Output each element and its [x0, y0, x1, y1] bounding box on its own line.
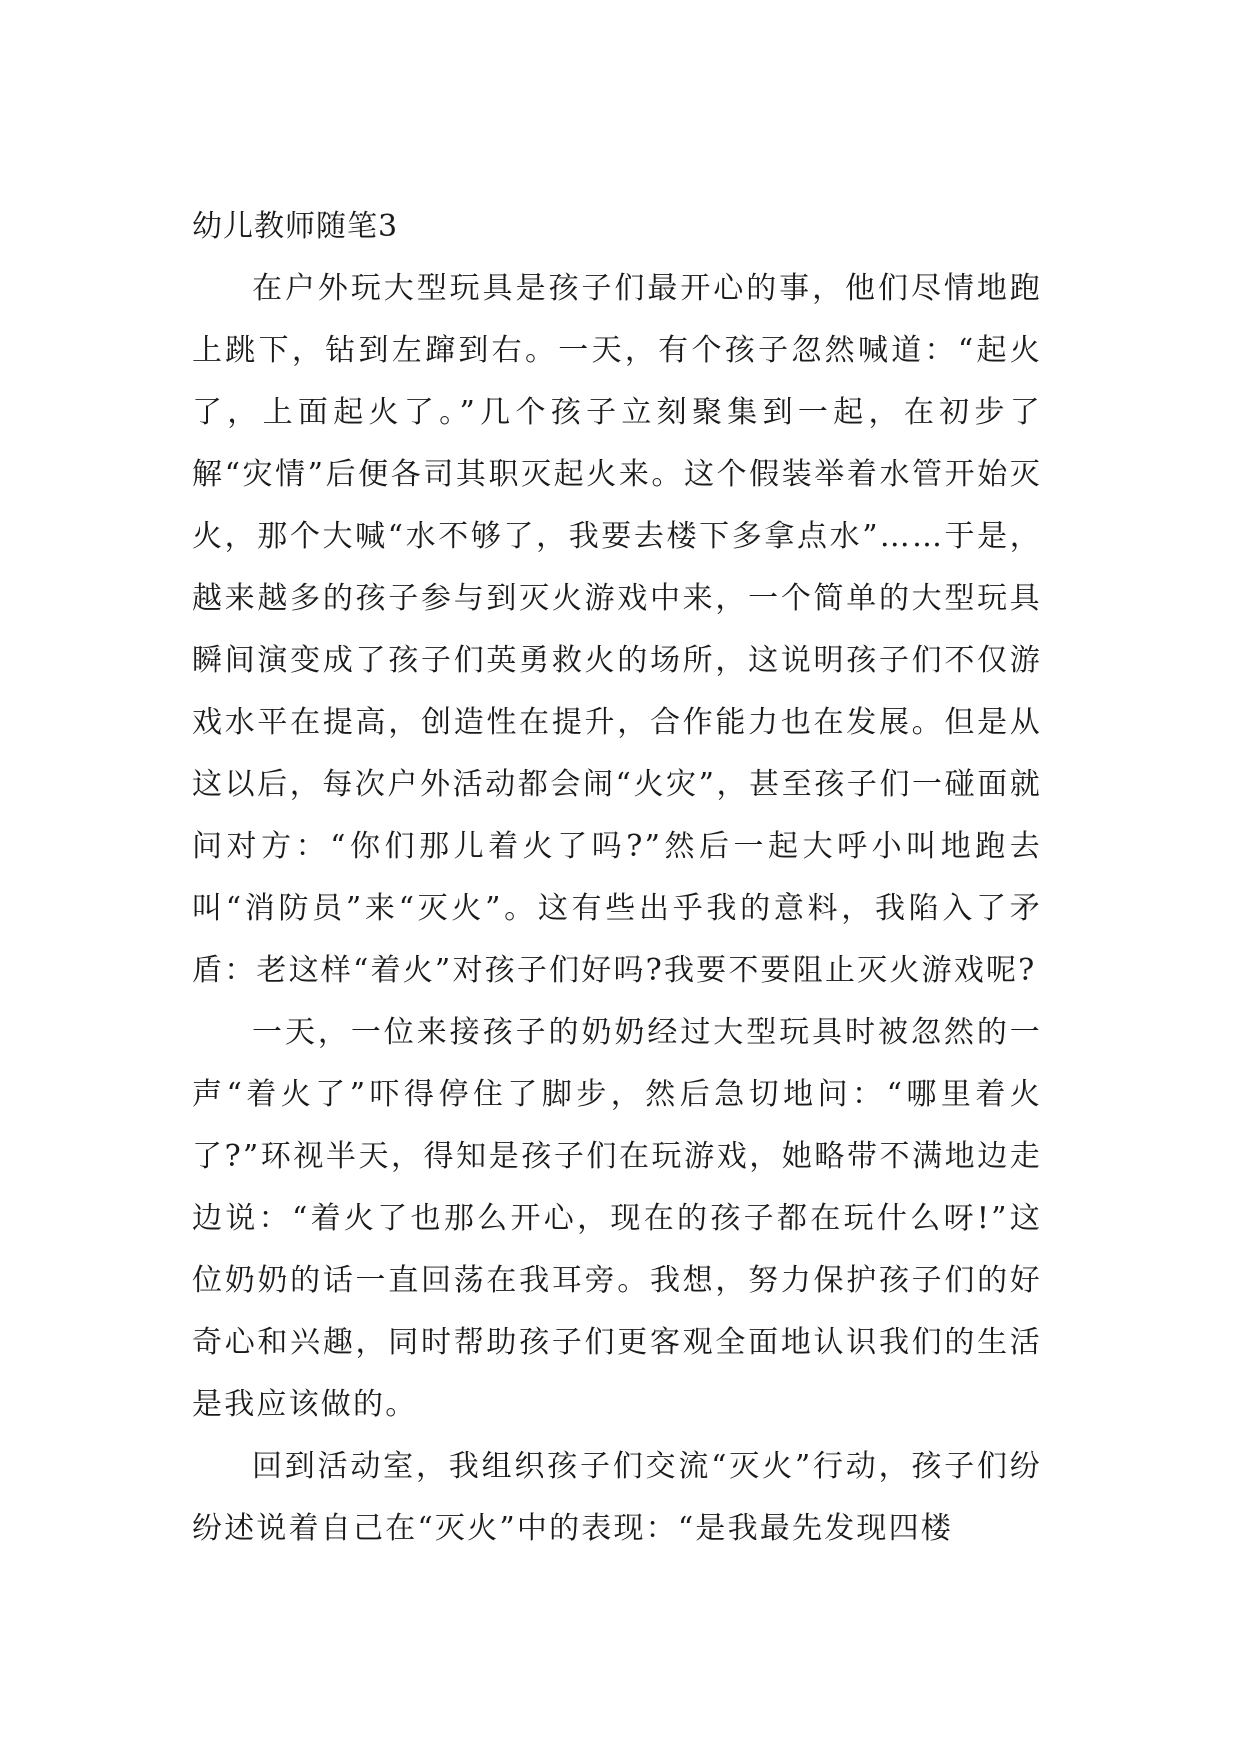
paragraph-2: 一天，一位来接孩子的奶奶经过大型玩具时被忽然的一声“着火了”吓得停住了脚步，然后急切地问：“哪里着火了?”环视半天，得知是孩子们在玩游戏，她略带不满地边走边说：“着火了也那么开心，现在的孩子都在玩什么呀!”这位奶奶的话一直回荡在我耳旁。我想，努力保护孩子们的好奇心和兴趣，同时帮助孩子们更客观全面地认识我们的生活是我应该做的。: [192, 1015, 1042, 1422]
document-body: [192, 196, 1042, 1560]
paragraph-3: 回到活动室，我组织孩子们交流“灭火”行动，孩子们纷纷述说着自己在“灭火”中的表现：“是我最先发现四楼: [192, 1449, 1042, 1546]
paragraph-1: 在户外玩大型玩具是孩子们最开心的事，他们尽情地跑上跳下，钻到左蹿到右。一天，有个孩子忽然喊道：“起火了，上面起火了。”几个孩子立刻聚集到一起，在初步了解“灾情”后便各司其职灭起火来。这个假装举着水管开始灭火，那个大喊“水不够了，我要去楼下多拿点水”……于是，越来越多的孩子参与到灭火游戏中来，一个简单的大型玩具瞬间演变成了孩子们英勇救火的场所，这说明孩子们不仅游戏水平在提高，创造性在提升，合作能力也在发展。但是从这以后，每次户外活动都会闹“火灾”，甚至孩子们一碰面就问对方：“你们那儿着火了吗?”然后一起大呼小叫地跑去叫“消防员”来“灭火”。这有些出乎我的意料，我陷入了矛盾：老这样“着火”对孩子们好吗?我要不要阻止灭火游戏呢?: [192, 271, 1042, 988]
document-title: 幼儿教师随笔3: [192, 209, 399, 244]
